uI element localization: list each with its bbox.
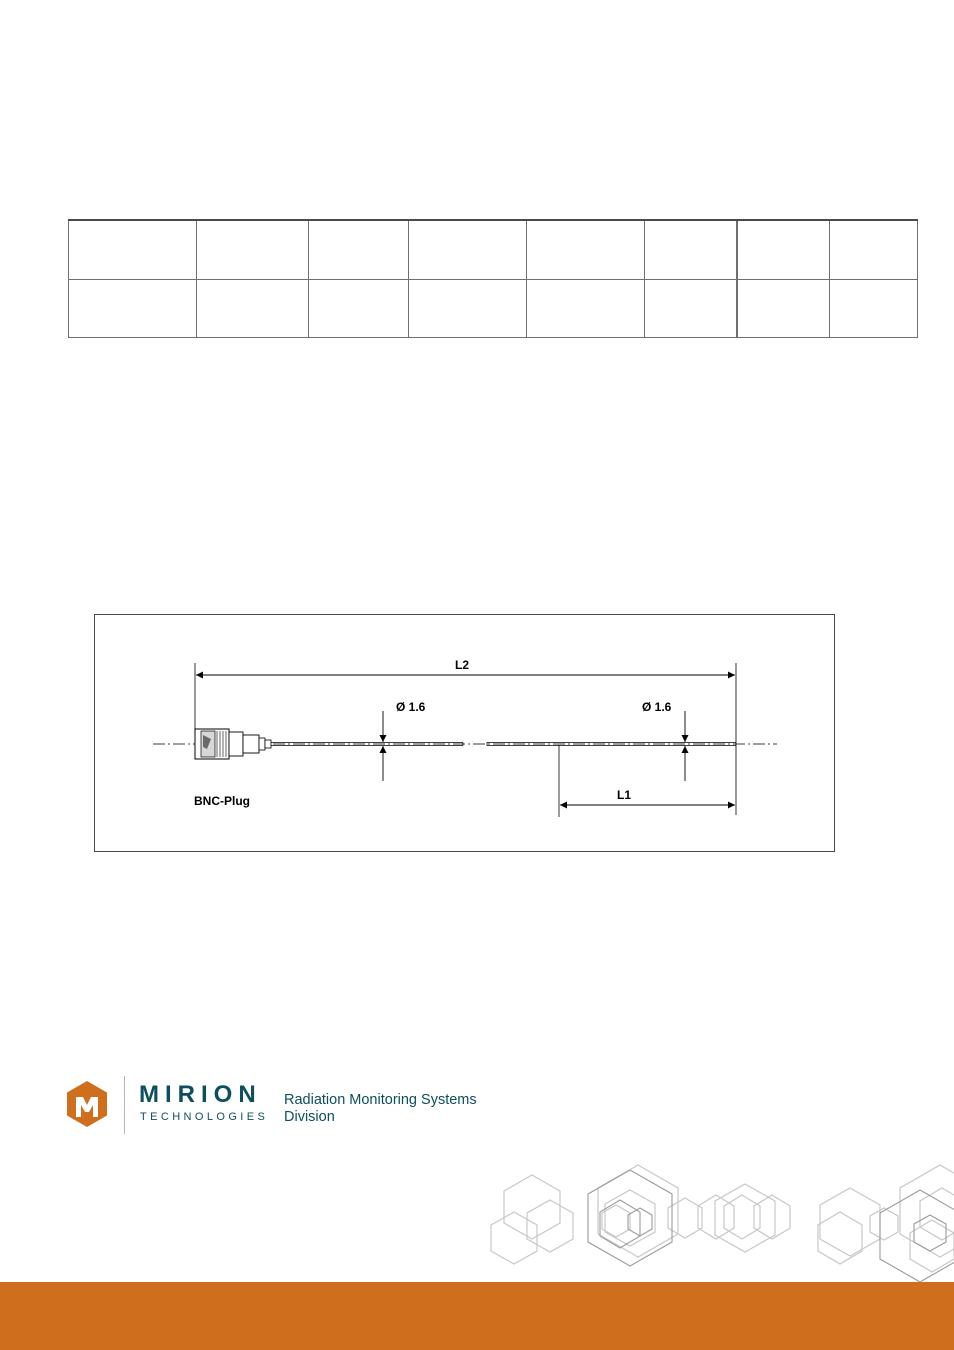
- table-cell: [197, 279, 309, 338]
- table-cell: [309, 220, 409, 279]
- diameter-label-right: Ø 1.6: [642, 700, 672, 714]
- bnc-plug-icon: [195, 729, 271, 759]
- hexagon-pattern: [480, 1160, 954, 1285]
- detector-drawing-svg: [95, 615, 836, 853]
- table-cell: [645, 279, 737, 338]
- specification-table: [68, 219, 918, 338]
- table-cell: [830, 220, 918, 279]
- technical-drawing: [94, 614, 835, 852]
- table-row: [69, 279, 918, 338]
- division-name: [284, 1092, 477, 1126]
- mirion-logo-icon: [66, 1081, 108, 1127]
- table-cell: [737, 220, 830, 279]
- table-cell: [69, 220, 197, 279]
- division-line-1: Radiation Monitoring Systems: [284, 1092, 477, 1108]
- table-cell: [409, 220, 527, 279]
- l1-label: L1: [617, 788, 632, 802]
- table-cell: [69, 279, 197, 338]
- brand-subtitle: TECHNOLOGIES: [140, 1111, 269, 1123]
- table-cell: [409, 279, 527, 338]
- diameter-label-left: Ø 1.6: [396, 700, 426, 714]
- table-cell: [527, 279, 645, 338]
- table-cell: [737, 279, 830, 338]
- company-logo: [66, 1074, 506, 1136]
- table-cell: [830, 279, 918, 338]
- table-cell: [309, 279, 409, 338]
- footer-bar: [0, 1282, 954, 1350]
- table-cell: [527, 220, 645, 279]
- table-row: [69, 220, 918, 279]
- table-cell: [197, 220, 309, 279]
- logo-divider: [124, 1076, 125, 1134]
- l2-label: L2: [455, 658, 470, 672]
- table-cell: [645, 220, 737, 279]
- division-line-2: Division: [284, 1109, 335, 1125]
- brand-name: MIRION: [139, 1081, 262, 1108]
- bnc-plug-label: BNC-Plug: [194, 794, 250, 808]
